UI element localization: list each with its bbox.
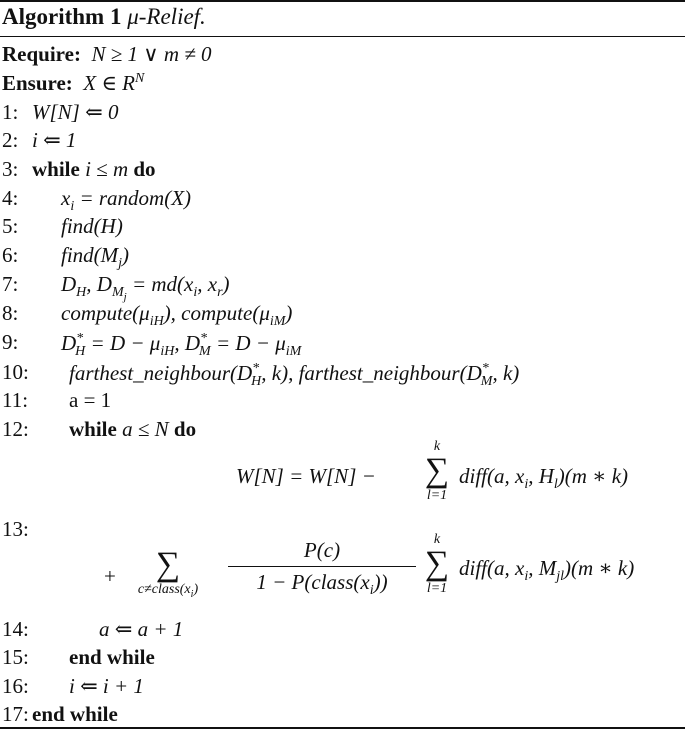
statement-line-5: find(H) <box>61 214 123 238</box>
algorithm-title: Algorithm 1 μ-Relief. <box>2 4 206 29</box>
title-rule <box>0 36 685 37</box>
statement-line-11: a = 1 <box>69 388 112 412</box>
update-equation-first: W[N] = W[N] − <box>236 464 376 488</box>
line-number: 17: <box>2 702 29 726</box>
line-number: 14: <box>2 617 29 641</box>
statement-line-2: i ⇐ 1 <box>32 128 77 152</box>
statement-line-17: end while <box>32 702 118 726</box>
line-number: 5: <box>2 214 19 238</box>
statement-line-14: a ⇐ a + 1 <box>99 617 184 641</box>
fraction-numerator: P(c) <box>303 538 341 562</box>
line-number: 15: <box>2 645 29 669</box>
statement-line-16: i ⇐ i + 1 <box>69 674 144 698</box>
statement-line-9: $D^*_H = D - \mu_{iH}$, $D^*_M = D - \mu_{iM}$ <box>61 331 302 360</box>
statement-line-3: while i ≤ m do <box>32 157 156 181</box>
prior-fraction <box>228 538 416 599</box>
line-number: 4: <box>2 186 19 210</box>
line-number: 13: <box>2 517 29 541</box>
fraction-bar <box>228 566 416 567</box>
summation-sign-class: ∑ $c\ne class(x_i)$ <box>137 546 199 600</box>
line-number: 16: <box>2 674 29 698</box>
statement-line-7: $D_H$, $D_{M_j} = md(x_i$, $x_r$) <box>61 272 230 303</box>
line-number: 11: <box>2 388 29 412</box>
statement-line-4: $x_i$ = random(X) <box>61 186 192 215</box>
update-term-first: diff(a, $x_i$, $H_l)(m$ ∗ k) <box>459 464 629 493</box>
line-number: 9: <box>2 330 19 354</box>
line-number: 8: <box>2 301 19 325</box>
statement-line-8: $compute(\mu_{iH})$, $compute(\mu_{iM})$ <box>61 301 293 330</box>
line-number: 10: <box>2 360 29 384</box>
statement-line-15: end while <box>69 645 155 669</box>
top-rule <box>0 0 685 2</box>
update-term-second: diff(a, $x_i$, $M_{jl})(m$ ∗ k) <box>459 556 635 585</box>
summation-sign: k ∑ l=1 <box>424 439 450 504</box>
statement-line-1: W[N] ⇐ 0 <box>32 100 119 124</box>
summation-sign-second: k ∑ l=1 <box>424 532 450 597</box>
fraction-denominator: $1 - P(class(x_i))$ <box>256 570 388 599</box>
line-number: 1: <box>2 100 19 124</box>
line-number: 7: <box>2 272 19 296</box>
require-line: Require: N ≥ 1 ∨ m ≠ 0 <box>2 42 212 66</box>
line-number: 6: <box>2 243 19 267</box>
line-number: 3: <box>2 157 19 181</box>
line-number: 12: <box>2 417 29 441</box>
ensure-line: Ensure: X ∈ $R^N$ <box>2 71 145 95</box>
line-number: 2: <box>2 128 19 152</box>
statement-line-10: $farthest\_neighbour(D^*_H$, k), $farthest\_neighbour(D^*_M$, k) <box>69 361 520 390</box>
update-plus: + <box>104 564 116 588</box>
statement-line-6: $find(M_j)$ <box>61 243 130 272</box>
statement-line-12: while a ≤ N do <box>69 417 197 441</box>
